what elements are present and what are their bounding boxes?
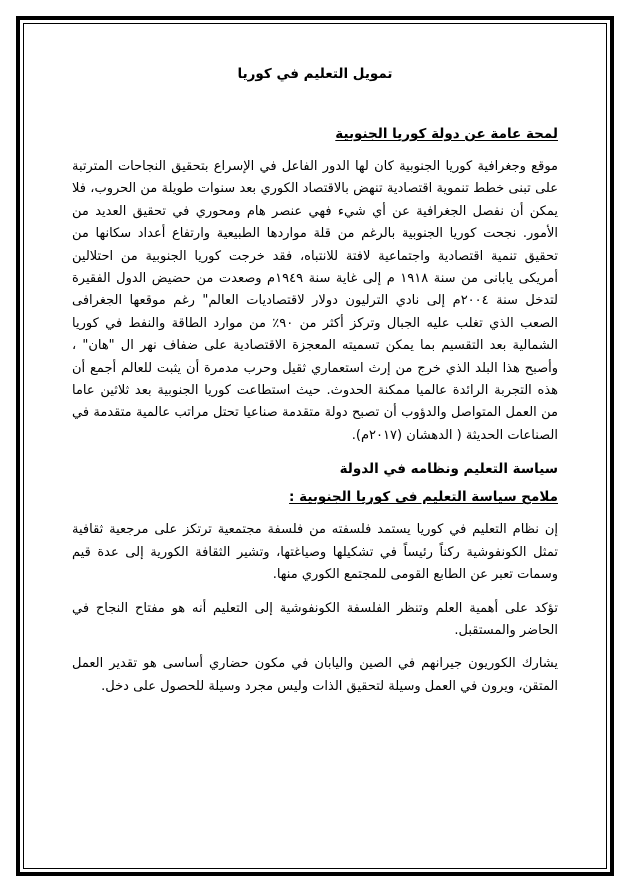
paragraph-overview-body: موقع وجغرافية كوريا الجنوبية كان لها الدور الفاعل في الإسراع بتحقيق النجاحات المترتبة على تبنى خطط تنموية اقتصادية تنهض بالاقتصاد الكوري بعد سنوات طويلة من الحروب، فلا يمكن أن نفصل الجغرافية عن أي شيء فهي عنصر هام ومحوري في تحقيق العديد من الأمور. نجحت كوريا الجنوبية بالرغم من قلة مواردها الطبيعية وارتفاع أعداد سكانها من تحقيق تنمية اقتصادية واجتماعية لافتة للانتباه، فقد خرجت كوريا الجنوبية من احتلالين أمريكى يابانى من سنة ١٩١٨ م إلى غاية سنة ١٩٤٩م وصعدت من حضيض الدول الفقيرة لتدخل سنة ٢٠٠٤م إلى نادي الترليون دولار لاقتصاديات العالم" رغم موقعها الجغرافى الصعب الذي تغلب عليه الجبال وتركز أكثر من ٩٠٪ من موارد الطاقة والنفط في كوريا الشمالية بعد التقسيم بما يمكن تسميته المعجزة الاقتصادية على ضفاف نهر ال "هان" ، وأصبح هذا البلد الذي خرج من إرث استعماري ثقيل وحرب مدمرة أن يثبت للعالم أجمع أن هذه التجربة الرائدة عالميا ممكنة الحدوث. حيث استطاعت كوريا الجنوبية بعد ثلاثين عاما من العمل المتواصل والدؤوب أن تصبح دولة متقدمة صناعيا تحتل مراتب عالمية متقدمة في الصناعات الحديثة ( الدهشان (٢٠١٧م). — [72, 159, 558, 443]
paragraph-feature-1: تؤكد على أهمية العلم وتنظر الفلسفة الكونفوشية إلى التعليم أنه هو مفتاح النجاح في الحاضر والمستقبل. — [72, 600, 558, 638]
paragraph-features-intro: إن نظام التعليم في كوريا يستمد فلسفته من فلسفة مجتمعية ترتكز على مرجعية ثقافية تمثل الكونفوشية ركناً رئيساً في تشكيلها وصياغتها، وتشير الثقافة الكورية إلى عدة قيم وسمات تعبر عن الطابع القومى للمجتمع الكوري منها. — [72, 522, 558, 583]
page-title: تمويل التعليم في كوريا — [237, 66, 393, 82]
paragraph-feature-2: يشارك الكوريون جيرانهم في الصين واليابان في مكون حضاري أساسى هو تقدير العمل المتقن، ويرون في العمل وسيلة لتحقيق الذات وليس مجرد وسيلة للحصول على دخل. — [72, 656, 558, 694]
section-heading-policy-system: سياسة التعليم ونظامه في الدولة — [339, 461, 558, 478]
section-heading-overview: لمحة عامة عن دولة كوريا الجنوبية — [335, 126, 558, 142]
section-heading-policy-features: ملامح سياسة التعليم فى كوريا الجنوبية : — [289, 489, 558, 506]
